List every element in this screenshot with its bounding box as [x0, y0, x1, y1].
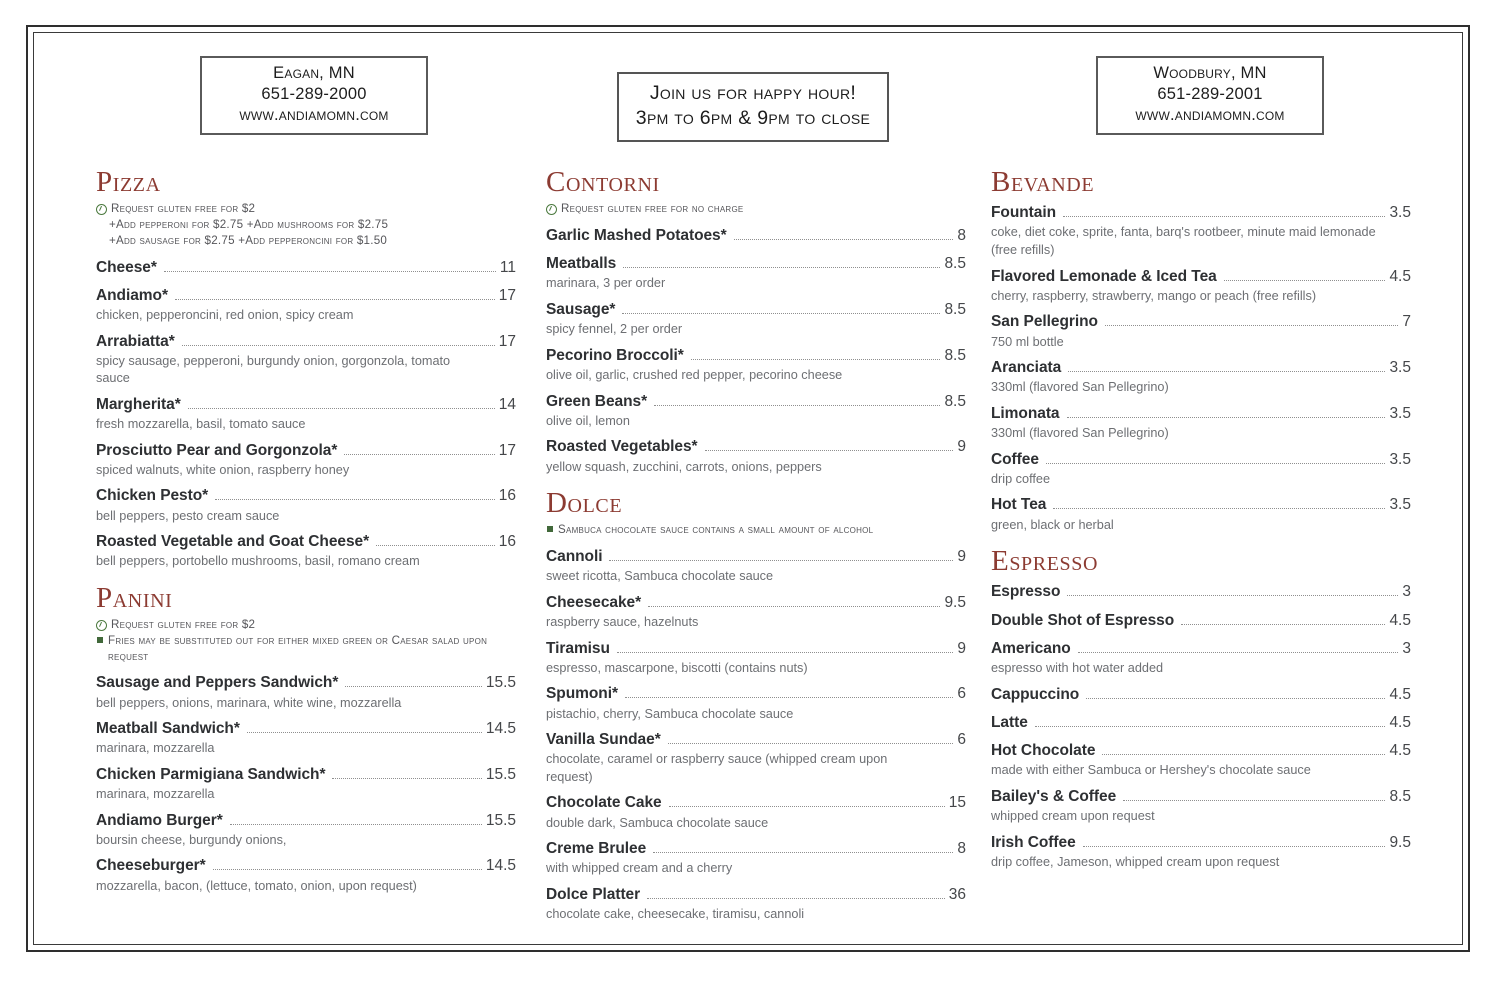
- menu-item-line: [991, 609, 1411, 632]
- menu-item-name: Americano: [991, 639, 1071, 657]
- section-notes: [96, 617, 516, 664]
- menu-item-line: [546, 224, 966, 247]
- menu-item-description: raspberry sauce, hazelnuts: [546, 615, 699, 630]
- menu-item-line: [546, 591, 966, 614]
- leader-dots: [1068, 371, 1385, 372]
- menu-item: [991, 831, 1411, 872]
- menu-columns: [28, 165, 1468, 925]
- menu-item-description: bell peppers, portobello mushrooms, basil, romano cream: [96, 554, 420, 569]
- leader-dots: [345, 686, 482, 687]
- menu-item: [96, 330, 516, 388]
- menu-item-description: double dark, Sambuca chocolate sauce: [546, 815, 769, 830]
- menu-item-line: [546, 837, 966, 860]
- menu-item-price: 4.5: [1389, 267, 1411, 285]
- menu-item-price: 9.5: [944, 593, 966, 611]
- leader-dots: [213, 869, 482, 870]
- menu-item-line: [546, 682, 966, 705]
- menu-item: [96, 763, 516, 804]
- menu-item-price: 11: [499, 258, 516, 276]
- menu-item-price: 9.5: [1389, 833, 1411, 851]
- menu-item-description: boursin cheese, burgundy onions,: [96, 832, 287, 847]
- menu-item-description: chicken, pepperoncini, red onion, spicy cream: [96, 308, 354, 323]
- menu-item-price: 4.5: [1389, 611, 1411, 629]
- section-notes: [96, 201, 516, 248]
- leader-dots: [332, 778, 481, 779]
- menu-item-line: [546, 545, 966, 568]
- menu-item-line: [991, 448, 1411, 471]
- menu-item-name: Tiramisu: [546, 639, 610, 657]
- menu-item-description: espresso with hot water added: [991, 661, 1164, 676]
- menu-item: [96, 671, 516, 712]
- leader-dots: [653, 852, 953, 853]
- menu-item: [991, 785, 1411, 826]
- menu-item: [546, 390, 966, 431]
- menu-item-price: 4.5: [1389, 742, 1411, 760]
- menu-item-price: 15.5: [485, 811, 516, 829]
- menu-item-name: Andiamo Burger*: [96, 811, 223, 829]
- menu-item-name: Sausage*: [546, 301, 616, 318]
- menu-item-line: [991, 683, 1411, 706]
- leader-dots: [1035, 726, 1386, 727]
- menu-item-description: 330ml (flavored San Pellegrino): [991, 426, 1169, 441]
- menu-item-line: [991, 310, 1411, 333]
- eagan-location-name: Eagan, MN: [273, 64, 355, 82]
- woodbury-website: www.andiamomn.com: [1135, 106, 1285, 125]
- leader-dots: [669, 806, 945, 807]
- menu-item-price: 16: [498, 533, 516, 551]
- woodbury-location-name: Woodbury, MN: [1153, 64, 1267, 82]
- menu-item-description: spicy sausage, pepperoni, burgundy onion, gorgonzola, tomato sauce: [96, 353, 451, 386]
- leader-dots: [1102, 754, 1385, 755]
- happy-hour-headline: Join us for happy hour!: [649, 82, 857, 104]
- menu-item: [96, 284, 516, 325]
- menu-item-description: fresh mozzarella, basil, tomato sauce: [96, 417, 306, 432]
- menu-item: [96, 530, 516, 571]
- section-note-text: Fries may be substituted out for either mixed green or Caesar salad upon request: [108, 633, 488, 663]
- menu-section-contorni: [546, 165, 966, 476]
- leader-dots: [1067, 595, 1398, 596]
- menu-item-name: Coffee: [991, 450, 1039, 468]
- leader-dots: [625, 697, 953, 698]
- leader-dots: [247, 732, 482, 733]
- menu-item-line: [991, 265, 1411, 288]
- menu-item-line: [991, 580, 1411, 603]
- menu-item-price: 3: [1402, 639, 1411, 657]
- menu-item: [991, 739, 1411, 780]
- leader-dots: [734, 239, 954, 240]
- section-note: [96, 633, 516, 665]
- menu-item-line: [991, 493, 1411, 516]
- menu-item-description: spicy fennel, 2 per order: [546, 322, 683, 337]
- menu-item-price: 17: [498, 441, 516, 459]
- menu-item-price: 8: [957, 840, 966, 858]
- leader-dots: [668, 743, 954, 744]
- happy-hour-times: 3pm to 6pm & 9pm to close: [635, 106, 871, 129]
- menu-item-line: [546, 728, 966, 751]
- menu-item-description: bell peppers, onions, marinara, white wine, mozzarella: [96, 695, 402, 710]
- menu-item-description: sweet ricotta, Sambuca chocolate sauce: [546, 569, 774, 584]
- menu-item-name: Spumoni*: [546, 685, 618, 703]
- menu-item-description: whipped cream upon request: [991, 809, 1155, 824]
- menu-item-price: 15: [948, 794, 966, 812]
- menu-item-line: [991, 831, 1411, 854]
- menu-item-line: [546, 390, 966, 413]
- menu-column-1: [96, 165, 516, 900]
- menu-item-line: [96, 284, 516, 307]
- menu-item-description: coke, diet coke, sprite, fanta, barq's rootbeer, minute maid lemonade (free refills): [991, 225, 1376, 257]
- leader-dots: [175, 299, 495, 300]
- menu-item-line: [96, 256, 516, 279]
- leader-dots: [1105, 325, 1398, 326]
- menu-page-frame: [26, 25, 1470, 952]
- menu-item-line: [991, 739, 1411, 762]
- menu-item-line: [546, 344, 966, 367]
- section-note: [96, 201, 516, 217]
- menu-item-name: Pecorino Broccoli*: [546, 346, 684, 364]
- menu-item-name: Garlic Mashed Potatoes*: [546, 226, 727, 244]
- square-bullet-icon: [97, 637, 103, 643]
- menu-item: [546, 435, 966, 476]
- menu-item: [991, 265, 1411, 306]
- gluten-free-icon: [96, 620, 107, 631]
- menu-item-name: Fountain: [991, 204, 1057, 222]
- menu-item-line: [546, 791, 966, 814]
- section-note-text: Request gluten free for no charge: [561, 202, 744, 216]
- menu-item-line: [546, 298, 966, 321]
- menu-item-line: [96, 439, 516, 462]
- menu-item-price: 17: [498, 332, 516, 350]
- menu-item-line: [991, 356, 1411, 379]
- menu-column-3: [991, 165, 1411, 876]
- menu-item-description: drip coffee: [991, 471, 1051, 486]
- menu-item-description: with whipped cream and a cherry: [546, 861, 733, 876]
- menu-item-name: Prosciutto Pear and Gorgonzola*: [96, 441, 338, 459]
- menu-item: [991, 683, 1411, 706]
- menu-item-line: [991, 637, 1411, 660]
- menu-item: [991, 448, 1411, 489]
- menu-item: [96, 484, 516, 525]
- section-note-text: Request gluten free for $2: [111, 202, 256, 216]
- menu-item-line: [96, 809, 516, 832]
- menu-item-price: 14.5: [485, 720, 516, 738]
- location-box-woodbury: [1096, 56, 1324, 135]
- menu-item-price: 8: [957, 226, 966, 244]
- menu-item: [991, 356, 1411, 397]
- menu-item-description: 330ml (flavored San Pellegrino): [991, 380, 1169, 395]
- section-note: [546, 201, 966, 217]
- menu-item-description: marinara, mozzarella: [96, 787, 215, 802]
- menu-item-line: [96, 717, 516, 740]
- menu-item-price: 9: [957, 438, 966, 456]
- menu-item-line: [546, 637, 966, 660]
- menu-item-name: San Pellegrino: [991, 313, 1098, 331]
- menu-item-price: 3.5: [1389, 496, 1411, 514]
- section-note-text: Request gluten free for $2: [111, 618, 256, 632]
- menu-item-line: [991, 402, 1411, 425]
- menu-item-description: marinara, 3 per order: [546, 276, 666, 291]
- leader-dots: [648, 606, 940, 607]
- menu-item-name: Green Beans*: [546, 392, 648, 410]
- menu-item-name: Roasted Vegetables*: [546, 438, 698, 456]
- menu-item-price: 14: [498, 395, 516, 413]
- woodbury-phone: 651-289-2001: [1157, 85, 1263, 104]
- menu-item: [546, 344, 966, 385]
- leader-dots: [609, 560, 953, 561]
- section-notes: [546, 522, 966, 538]
- menu-item-description: yellow squash, zucchini, carrots, onions, peppers: [546, 459, 822, 474]
- menu-item-description: espresso, mascarpone, biscotti (contains nuts): [546, 660, 808, 675]
- section-note: +Add pepperoni for $2.75 +Add mushrooms for $2.75: [109, 217, 389, 231]
- menu-item: [96, 809, 516, 850]
- menu-item-line: [96, 763, 516, 786]
- menu-item: [546, 883, 966, 924]
- menu-item: [546, 252, 966, 293]
- menu-section-espresso: [991, 544, 1411, 871]
- menu-item-price: 9: [957, 548, 966, 566]
- menu-item-name: Chocolate Cake: [546, 794, 662, 812]
- menu-item-name: Cannoli: [546, 548, 603, 566]
- square-bullet-icon: [547, 526, 553, 532]
- leader-dots: [1181, 624, 1385, 625]
- menu-item-price: 4.5: [1389, 713, 1411, 731]
- menu-item-name: Hot Tea: [991, 496, 1047, 514]
- leader-dots: [344, 454, 494, 455]
- menu-item-name: Hot Chocolate: [991, 742, 1096, 760]
- menu-item-price: 8.5: [944, 392, 966, 410]
- menu-item-name: Creme Brulee: [546, 840, 647, 858]
- section-note: +Add sausage for $2.75 +Add pepperoncini for $1.50: [109, 233, 388, 247]
- menu-item-description: pistachio, cherry, Sambuca chocolate sauce: [546, 706, 794, 721]
- leader-dots: [376, 545, 495, 546]
- menu-item-name: Limonata: [991, 404, 1060, 422]
- menu-item-line: [991, 785, 1411, 808]
- menu-section-dolce: [546, 486, 966, 924]
- menu-item: [546, 728, 966, 786]
- leader-dots: [654, 405, 940, 406]
- menu-header-row: [28, 54, 1468, 149]
- menu-item: [991, 402, 1411, 443]
- menu-item-line: [991, 201, 1411, 224]
- leader-dots: [705, 450, 954, 451]
- gluten-free-icon: [546, 204, 557, 215]
- menu-item-price: 3: [1402, 583, 1411, 601]
- leader-dots: [164, 271, 496, 272]
- menu-column-2: [546, 165, 966, 929]
- menu-item-line: [546, 435, 966, 458]
- leader-dots: [1086, 698, 1385, 699]
- menu-item-line: [546, 252, 966, 275]
- leader-dots: [1078, 652, 1399, 653]
- leader-dots: [1063, 216, 1385, 217]
- menu-item: [991, 637, 1411, 678]
- leader-dots: [691, 359, 941, 360]
- menu-item: [96, 439, 516, 480]
- menu-item-name: Vanilla Sundae*: [546, 731, 661, 749]
- menu-item-price: 6: [957, 731, 966, 749]
- leader-dots: [623, 267, 940, 268]
- menu-item-price: 14.5: [485, 857, 516, 875]
- menu-item: [96, 854, 516, 895]
- menu-item-name: Meatball Sandwich*: [96, 720, 240, 738]
- leader-dots: [1046, 463, 1386, 464]
- menu-item-line: [96, 484, 516, 507]
- eagan-website: www.andiamomn.com: [239, 106, 389, 125]
- gluten-free-icon: [96, 204, 107, 215]
- section-note: [96, 617, 516, 633]
- menu-item: [546, 224, 966, 247]
- menu-item-name: Arrabiatta*: [96, 332, 175, 350]
- menu-item-name: Andiamo*: [96, 286, 168, 304]
- menu-item-name: Cheeseburger*: [96, 857, 206, 875]
- menu-item-name: Double Shot of Espresso: [991, 611, 1175, 629]
- menu-item-price: 3.5: [1389, 450, 1411, 468]
- menu-item-description: spiced walnuts, white onion, raspberry honey: [96, 462, 350, 477]
- menu-item-price: 3.5: [1389, 404, 1411, 422]
- menu-item-price: 3.5: [1389, 204, 1411, 222]
- menu-item-price: 3.5: [1389, 359, 1411, 377]
- section-heading-contorni: Contorni: [546, 166, 660, 198]
- eagan-phone: 651-289-2000: [261, 85, 367, 104]
- menu-item-name: Chicken Parmigiana Sandwich*: [96, 765, 326, 783]
- menu-item-description: mozzarella, bacon, (lettuce, tomato, onion, upon request): [96, 878, 417, 893]
- menu-item-line: [991, 711, 1411, 734]
- menu-item-description: marinara, mozzarella: [96, 741, 215, 756]
- menu-item-price: 36: [948, 885, 966, 903]
- menu-item-price: 15.5: [485, 674, 516, 692]
- menu-item-name: Sausage and Peppers Sandwich*: [96, 674, 339, 692]
- menu-item-price: 4.5: [1389, 685, 1411, 703]
- menu-item-name: Cheese*: [96, 258, 157, 276]
- leader-dots: [182, 345, 495, 346]
- menu-item: [991, 201, 1411, 259]
- section-heading-bevande: Bevande: [991, 166, 1095, 198]
- menu-item-description: made with either Sambuca or Hershey's chocolate sauce: [991, 763, 1311, 778]
- menu-item-name: Irish Coffee: [991, 833, 1076, 851]
- leader-dots: [215, 499, 495, 500]
- menu-item-price: 17: [498, 286, 516, 304]
- section-note-text: Sambuca chocolate sauce contains a small amount of alcohol: [558, 523, 874, 537]
- menu-item-name: Chicken Pesto*: [96, 487, 209, 505]
- menu-item: [546, 591, 966, 632]
- leader-dots: [1083, 846, 1386, 847]
- menu-item-price: 15.5: [485, 765, 516, 783]
- menu-item: [546, 682, 966, 723]
- menu-section-panini: [96, 581, 516, 895]
- leader-dots: [1224, 280, 1386, 281]
- menu-item-line: [96, 854, 516, 877]
- menu-item-name: Cheesecake*: [546, 593, 642, 611]
- menu-item-name: Margherita*: [96, 395, 181, 413]
- leader-dots: [230, 824, 482, 825]
- section-heading-espresso: Espresso: [991, 545, 1099, 578]
- section-heading-pizza: Pizza: [96, 166, 161, 198]
- leader-dots: [622, 313, 940, 314]
- menu-item-description: green, black or herbal: [991, 517, 1114, 532]
- menu-item-price: 8.5: [944, 301, 966, 318]
- leader-dots: [1067, 417, 1386, 418]
- menu-item-description: chocolate cake, cheesecake, tiramisu, cannoli: [546, 907, 805, 922]
- menu-item-line: [96, 393, 516, 416]
- menu-item: [546, 637, 966, 678]
- menu-item: [991, 493, 1411, 534]
- menu-item-description: olive oil, garlic, crushed red pepper, pecorino cheese: [546, 368, 843, 383]
- menu-item-line: [546, 883, 966, 906]
- menu-item-line: [96, 530, 516, 553]
- menu-item-name: Meatballs: [546, 255, 617, 273]
- menu-item-line: [96, 330, 516, 353]
- menu-item: [546, 837, 966, 878]
- menu-item-price: 6: [957, 685, 966, 703]
- menu-item-name: Espresso: [991, 583, 1061, 601]
- menu-section-pizza: [96, 165, 516, 571]
- menu-item: [991, 609, 1411, 632]
- menu-item-price: 9: [957, 639, 966, 657]
- menu-item: [991, 711, 1411, 734]
- menu-item-name: Cappuccino: [991, 685, 1080, 703]
- menu-item-description: 750 ml bottle: [991, 334, 1064, 349]
- menu-item-line: [96, 671, 516, 694]
- happy-hour-box: [617, 72, 889, 142]
- menu-item-description: cherry, raspberry, strawberry, mango or peach (free refills): [991, 288, 1317, 303]
- leader-dots: [188, 408, 495, 409]
- menu-item-description: olive oil, lemon: [546, 413, 630, 428]
- menu-item: [96, 256, 516, 279]
- section-heading-dolce: Dolce: [546, 487, 623, 520]
- leader-dots: [1123, 800, 1385, 801]
- menu-item: [546, 791, 966, 832]
- menu-item-name: Bailey's & Coffee: [991, 787, 1117, 805]
- menu-item: [991, 310, 1411, 351]
- leader-dots: [647, 898, 945, 899]
- menu-item-name: Roasted Vegetable and Goat Cheese*: [96, 533, 370, 551]
- section-note: [546, 522, 966, 538]
- leader-dots: [1053, 508, 1385, 509]
- leader-dots: [617, 652, 953, 653]
- menu-item: [546, 545, 966, 586]
- section-notes: [546, 201, 966, 217]
- menu-item-description: chocolate, caramel or raspberry sauce (whipped cream upon request): [546, 752, 888, 784]
- menu-item: [991, 580, 1411, 603]
- menu-item-price: 7: [1402, 313, 1411, 331]
- menu-item-name: Flavored Lemonade & Iced Tea: [991, 267, 1217, 285]
- menu-item: [96, 393, 516, 434]
- menu-item-name: Dolce Platter: [546, 885, 641, 903]
- menu-item-price: 16: [498, 487, 516, 505]
- menu-item-name: Aranciata: [991, 359, 1062, 377]
- menu-item: [96, 717, 516, 758]
- menu-item-description: bell peppers, pesto cream sauce: [96, 508, 280, 523]
- section-heading-panini: Panini: [96, 581, 173, 614]
- menu-item-description: drip coffee, Jameson, whipped cream upon request: [991, 854, 1280, 869]
- location-box-eagan: [200, 56, 428, 135]
- menu-item: [546, 298, 966, 339]
- menu-item-name: Latte: [991, 713, 1028, 731]
- menu-item-price: 8.5: [944, 255, 966, 273]
- menu-item-price: 8.5: [1389, 787, 1411, 805]
- menu-item-price: 8.5: [944, 346, 966, 364]
- menu-section-bevande: [991, 165, 1411, 534]
